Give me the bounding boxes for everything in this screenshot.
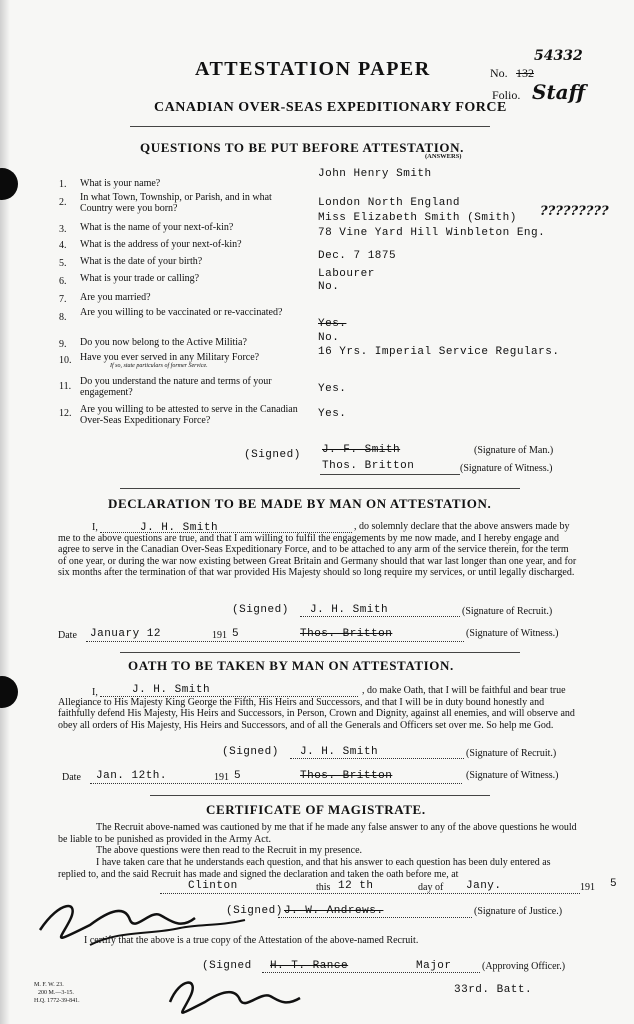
magistrate-heading: CERTIFICATE OF MAGISTRATE. [206,802,426,817]
question-number: 4. [59,240,67,251]
oath-witness: Thos. Britton [300,770,393,782]
question-number: 6. [59,276,67,287]
question-text: Do you understand the nature and terms of your engagement? [80,376,272,398]
oath-text: , do make Oath, that I will be faithful and bear true Allegiance to His Majesty King George the Fifth, His Heirs and Successors, and that I will be in duty bound honestly and faithfully defend His Majesty, His Heirs and Successors, in Person, Crown and Dignity, against all enemies, and will observe and obey all orders of His Majesty, His Heirs and Successors, and of all the Generals and Officers set over me. So help me God. [58,685,575,731]
battalion: 33rd. Batt. [454,984,533,996]
question-text: Are you willing to be attested to serve in the Canadian Over-Seas Expeditionary Force? [80,404,298,426]
oath-i: I, [92,687,98,698]
oath-signed-label: (Signed) [222,746,279,758]
magistrate-signature: J. W. Andrews. [284,905,384,917]
magistrate-sig-line [278,917,472,918]
page-title: ATTESTATION PAPER [195,58,431,80]
answer-willing: Yes. [318,408,347,420]
question-text: What is your name? [80,178,161,189]
answer-birthplace: London North England [318,197,461,209]
oath-date-label: Date [62,772,81,783]
folio-label: Folio. [492,88,521,102]
paper-edge [0,0,10,1024]
punch-hole-bottom [0,676,18,708]
declaration-sig-line [300,616,460,617]
no-struck: 132 [516,66,534,80]
question-number: 7. [59,294,67,305]
oath-sig-label: (Signature of Recruit.) [466,748,557,759]
declaration-year: 5 [232,628,240,640]
answer-name: John Henry Smith [318,168,432,180]
question-number: 10. [59,355,72,366]
question-text: What is the date of your birth? [80,256,203,267]
certify-text: I certify that the above is a true copy of the Attestation of the above-named Recruit. [84,935,419,946]
magistrate-sig-label: (Signature of Justice.) [474,906,563,917]
declaration-signature: J. H. Smith [310,604,389,616]
signed-label: (Signed) [244,449,301,461]
magistrate-day: 12 th [338,880,374,892]
officer-signature: H. T. Rance [270,960,349,972]
answer-militia: No. [318,332,340,344]
magistrate-text-3: I have taken care that he understands each question, and that his answer to each question has been duly entered as replied to, and the said Recruit has made and signed the declaration and taken the oath before me, at [58,857,551,880]
declaration-i: I, [92,522,98,533]
question-number: 5. [59,258,67,269]
declaration-date: January 12 [90,628,162,640]
oath-year-prefix: 191 [214,772,229,783]
declaration-date-label: Date [58,630,77,641]
declaration-heading: DECLARATION TO BE MADE BY MAN ON ATTESTATION. [108,496,492,511]
answer-married: No. [318,281,340,293]
declaration-sig-label: (Signature of Recruit.) [462,606,553,617]
declaration-signed-label: (Signed) [232,604,289,616]
question-note: If so, state particulars of former Service. [110,363,208,369]
magistrate-text-1: The Recruit above-named was cautioned by me that if he made any false answer to any of the above questions he would be liable to be punished as provided in the Army Act. [58,822,577,845]
oath-witness-label: (Signature of Witness.) [466,770,559,781]
question-text: What is your trade or calling? [80,273,200,284]
questions-heading: QUESTIONS TO BE PUT BEFORE ATTESTATION. [140,140,464,155]
question-text: Have you ever served in any Military Force? [80,352,260,363]
section-rule [120,652,520,653]
answer-birth-date: Dec. 7 1875 [318,250,397,262]
oath-year: 5 [234,770,242,782]
signature-witness-label: (Signature of Witness.) [460,463,553,474]
section-rule [120,488,520,489]
officer-rank: Major [416,960,452,972]
oath-name: J. H. Smith [132,684,211,696]
answer-understand: Yes. [318,383,347,395]
question-text: What is the address of your next-of-kin? [80,239,242,250]
declaration-witness: Thos. Britton [300,628,393,640]
declaration-name: J. H. Smith [140,522,219,534]
signature-man: J. F. Smith [322,444,401,456]
witness-line [320,474,460,475]
print-run: 200 M.—3-15. [38,990,74,996]
punch-hole-top [0,168,18,200]
answer-next-of-kin: Miss Elizabeth Smith (Smith) [318,212,517,224]
answers-label: (ANSWERS) [425,153,462,160]
magistrate-this-label: this [316,882,331,893]
question-text: What is the name of your next-of-kin? [80,222,234,233]
oath-heading: OATH TO BE TAKEN BY MAN ON ATTESTATION. [128,658,454,673]
folio-value: Staff [532,80,586,104]
question-number: 11. [59,381,72,392]
answer-military-service: 16 Yrs. Imperial Service Regulars. [318,346,560,358]
question-marks-annotation: ????????? [540,204,609,219]
signature-witness: Thos. Britton [322,460,415,472]
question-number: 2. [59,197,67,208]
answer-kin-address: 78 Vine Yard Hill Winbleton Eng. [318,227,546,239]
title-rule [130,126,490,127]
question-number: 8. [59,312,67,323]
declaration-text: , do solemnly declare that the above answers made by me to the above questions are true, and that I am willing to fulfil the engagements by me now made, and I hereby engage and agree to serve in the Canadian Over-Seas Expeditionary Force, and to be attached to any arm of the service therein, for the term of one year, or during the war now existing between Great Britain and Germany should that war last longer than one year, and for six months after the termination of that war provided His Majesty should so long require my services, or until legally discharged. [58,521,577,578]
question-text: Are you willing to be vaccinated or re-vaccinated? [80,307,283,318]
section-rule [150,795,490,796]
regimental-number: 54332 [534,48,583,64]
page-subtitle: CANADIAN OVER-SEAS EXPEDITIONARY FORCE [154,100,507,115]
oath-signature: J. H. Smith [300,746,379,758]
hq-number: H.Q. 1772-39-841. [34,998,80,1004]
question-number: 1. [59,179,67,190]
signature-man-label: (Signature of Man.) [474,445,554,456]
oath-sig-line [290,758,464,759]
officer-sig-label: (Approving Officer.) [482,961,566,972]
handwritten-signature-icon [30,890,260,950]
magistrate-year: 5 [610,878,618,890]
question-number: 9. [59,339,67,350]
answer-trade: Labourer [318,268,375,280]
magistrate-month: Jany. [466,880,502,892]
question-text: In what Town, Township, or Parish, and in what Country were you born? [80,192,272,214]
question-number: 12. [59,408,72,419]
question-text: Are you married? [80,292,151,303]
magistrate-place: Clinton [188,880,238,892]
declaration-year-prefix: 191 [212,630,227,641]
handwritten-initial-icon [160,972,310,1022]
declaration-witness-label: (Signature of Witness.) [466,628,559,639]
oath-date: Jan. 12th. [96,770,168,782]
magistrate-signed-label: (Signed) [226,905,283,917]
declaration-date-line [86,641,464,642]
form-number: M. F. W. 23. [34,982,64,988]
magistrate-day-label: day of [418,882,444,893]
officer-signed-label: (Signed [202,960,252,972]
oath-date-line [90,783,462,784]
answer-vaccinated: Yes. [318,318,347,330]
magistrate-year-prefix: 191 [580,882,595,893]
magistrate-text-2: The above questions were then read to the Recruit in my presence. [96,845,363,856]
question-text: Do you now belong to the Active Militia? [80,337,247,348]
question-number: 3. [59,224,67,235]
no-label: No. [490,66,508,80]
